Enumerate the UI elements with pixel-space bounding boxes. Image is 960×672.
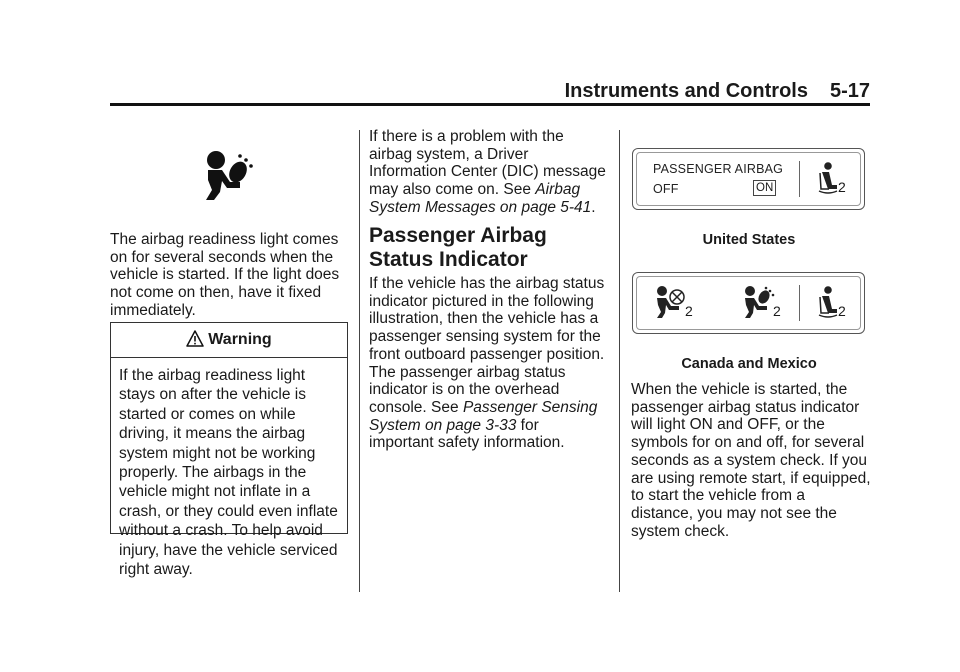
panel-divider <box>799 285 800 321</box>
dic-text: If there is a problem with the airbag system, a Driver Information Center (DIC) message may also come on. See <box>369 128 606 199</box>
us-caption: United States <box>702 232 796 248</box>
airbag-on-icon <box>741 285 775 321</box>
panel-divider <box>799 161 800 197</box>
passenger-seat-icon <box>816 161 840 195</box>
dic-text-end: . <box>591 198 596 216</box>
status-text-end: for important safety information. <box>369 416 565 452</box>
airbag-messages-link[interactable]: Airbag System Messages on page 5-41 <box>369 181 592 216</box>
seat-number: 2 <box>838 179 846 195</box>
column-divider <box>619 130 620 592</box>
canada-caption: Canada and Mexico <box>681 356 817 372</box>
warning-header <box>111 323 347 358</box>
canada-status-panel <box>632 272 865 334</box>
column-divider <box>359 130 360 592</box>
off-label: OFF <box>653 182 679 196</box>
passenger-sensing-link[interactable]: Passenger Sensing System on page 3-33 <box>369 398 598 434</box>
page-number: 5-17 <box>829 80 870 102</box>
section-title: Instruments and Controls <box>564 80 808 102</box>
airbag-off-number: 2 <box>685 303 693 319</box>
header-rule <box>110 103 870 106</box>
airbag-light-paragraph: The airbag readiness light comes on for several seconds when the vehicle is started. If the light does not come on then, have it fixed immediately. <box>110 231 340 319</box>
airbag-readiness-icon <box>200 148 260 202</box>
passenger-seat-icon <box>816 285 840 319</box>
airbag-on-number: 2 <box>773 303 781 319</box>
section-heading: Passenger Airbag Status Indicator <box>369 224 547 271</box>
warning-title: Warning <box>208 331 272 348</box>
status-indicator-paragraph <box>369 275 607 452</box>
seat-number: 2 <box>838 303 846 319</box>
on-label: ON <box>753 180 776 196</box>
dic-paragraph <box>369 128 607 217</box>
warning-body: If the airbag readiness light stays on after the vehicle is started or comes on while driving, it means the airbag system might not be working properly. The airbags in the vehicle might not inflate in a crash, or they could even inflate without a crash. To help avoid injury, have the vehicle serviced right away. <box>119 367 338 579</box>
page-header <box>555 80 870 104</box>
status-text: If the vehicle has the airbag status indicator pictured in the following illustration, then the vehicle has a passenger sensing system for the front outboard passenger position. The passenger airbag status indicator is on the overhead console. See <box>369 275 605 416</box>
system-check-paragraph: When the vehicle is started, the passenger airbag status indicator will light ON and OFF, or the symbols for on and off, for several seconds as a system check. If you are using remote start, if equipped, to start the vehicle from a distance, you may not see the system check. <box>631 381 871 540</box>
passenger-airbag-label: PASSENGER AIRBAG <box>653 162 784 176</box>
warning-box <box>110 322 348 579</box>
us-status-panel <box>632 148 865 210</box>
warning-triangle-icon <box>186 330 204 347</box>
